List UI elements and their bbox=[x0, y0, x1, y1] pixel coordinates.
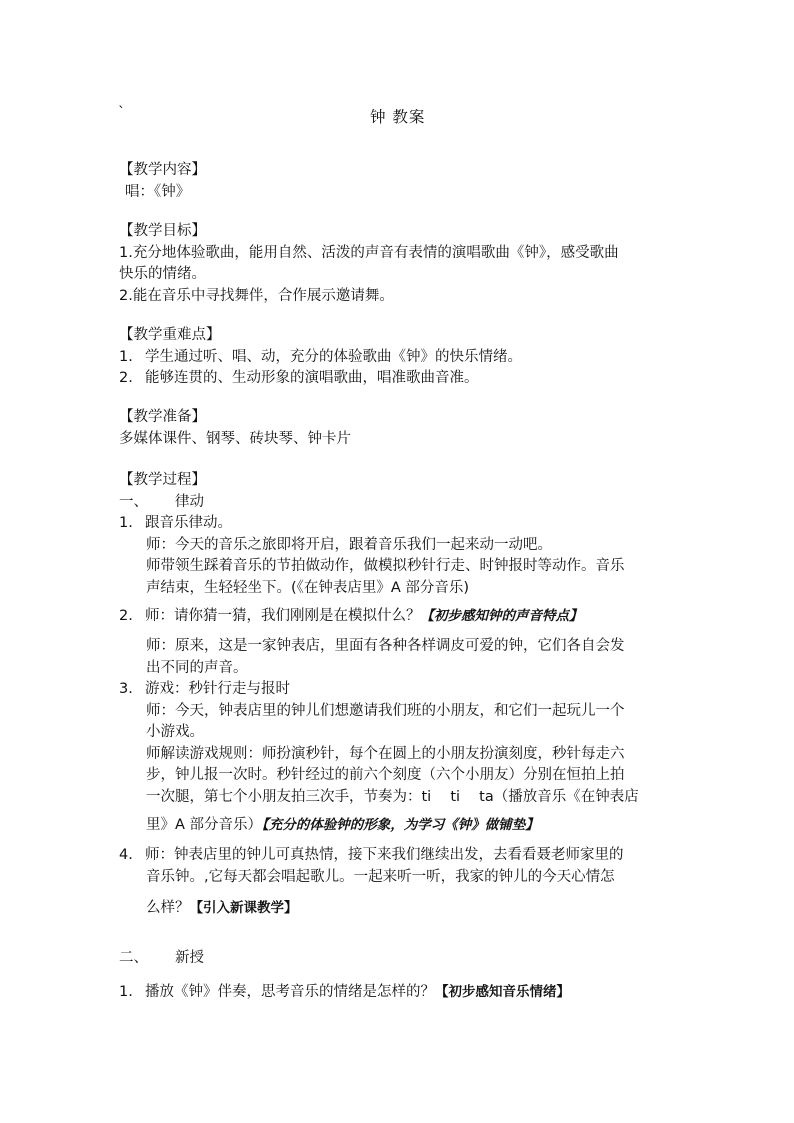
section-1-title: 律动 bbox=[175, 493, 204, 510]
goal-item-1-line-2: 快乐的情绪。 bbox=[119, 266, 206, 282]
s1-item-2-number: 2. bbox=[119, 608, 133, 624]
content-heading: 【教学内容】 bbox=[119, 162, 206, 178]
content-text: 唱：《钟》 bbox=[125, 183, 191, 200]
keypoints-heading: 【教学重难点】 bbox=[119, 327, 221, 343]
s1-item-3-para-2-line-3: 一次腿，第七个小朋友拍三次手，节奏为：ti ti ta（播放音乐《在钟表店 bbox=[146, 788, 639, 805]
s1-item-2-para-line-2: 出不同的声音。 bbox=[146, 659, 248, 676]
s1-item-4-end bbox=[119, 898, 679, 920]
s2-item-1-number: 1. bbox=[119, 984, 133, 1000]
goals-heading: 【教学目标】 bbox=[119, 223, 206, 239]
s1-item-1-para-1: 师：今天的音乐之旅即将开启，跟着音乐我们一起来动一动吧。 bbox=[146, 536, 552, 553]
s1-item-4 bbox=[119, 845, 679, 888]
s1-item-4-line-3: 么样？ bbox=[146, 900, 190, 916]
s1-item-4-note: 【引入新课教学】 bbox=[189, 900, 298, 916]
s1-item-3-title: 游戏：秒针行走与报时 bbox=[145, 681, 290, 697]
prep-text: 多媒体课件、钢琴、砖块琴、钟卡片 bbox=[119, 430, 351, 447]
s1-item-3-note: 【充分的体验钟的形象，为学习《钟》做铺垫】 bbox=[262, 817, 539, 833]
keypoint-1-number: 1. bbox=[119, 348, 133, 365]
s1-item-1-para-2-line-2: 声结束，生轻轻坐下。(《在钟表店里》A 部分音乐) bbox=[146, 579, 470, 596]
keypoint-1-text: 学生通过听、唱、动，充分的体验歌曲《钟》的快乐情绪。 bbox=[145, 348, 522, 365]
goal-item-1-line-1: 1.充分地体验歌曲，能用自然、活泼的声音有表情的演唱歌曲《钟》，感受歌曲 bbox=[119, 244, 619, 261]
prep-heading: 【教学准备】 bbox=[119, 409, 206, 425]
s1-item-1-para-2-line-1: 师带领生踩着音乐的节拍做动作，做模拟秒针行走、时钟报时等动作。音乐 bbox=[146, 558, 625, 574]
section-1-number: 一、 bbox=[119, 493, 148, 510]
s1-item-1-title: 跟音乐律动。 bbox=[145, 515, 232, 531]
s1-item-2-note: 【初步感知钟的声音特点】 bbox=[420, 608, 583, 624]
s1-item-3-para-2-line-1: 师解读游戏规则：师扮演秒针，每个在圆上的小朋友扮演刻度，秒针每走六 bbox=[146, 745, 625, 762]
s1-item-4-line-2: 音乐钟。,它每天都会唱起歌儿。一起来听一听，我家的钟儿的今天心情怎 bbox=[146, 868, 615, 885]
keypoint-2-text: 能够连贯的、生动形象的演唱歌曲，唱准歌曲音准。 bbox=[145, 370, 479, 386]
goal-item-2: 2.能在音乐中寻找舞伴，合作展示邀请舞。 bbox=[119, 287, 394, 304]
s1-item-4-line-1: 师：钟表店里的钟儿可真热情，接下来我们继续出发，去看看聂老师家里的 bbox=[145, 847, 624, 863]
s1-item-3-end bbox=[119, 815, 679, 837]
s2-item-1-note: 【初步感知音乐情绪】 bbox=[435, 984, 570, 1000]
section-2 bbox=[119, 948, 679, 970]
s1-item-3-para-2-line-4: 里》A 部分音乐） bbox=[146, 817, 263, 833]
s1-item-3-para-2-line-2: 步，钟儿报一次时。秒针经过的前六个刻度（六个小朋友）分别在恒拍上拍 bbox=[146, 767, 625, 783]
stray-mark: ` bbox=[118, 105, 125, 121]
section-2-number: 二、 bbox=[119, 950, 148, 966]
s1-item-2-text: 师：请你猜一猜，我们刚刚是在模拟什么？ bbox=[145, 608, 421, 624]
section-content bbox=[119, 160, 679, 203]
s2-item-1-text: 播放《钟》伴奏，思考音乐的情绪是怎样的？ bbox=[145, 984, 435, 1000]
s1-item-1-number: 1. bbox=[119, 515, 133, 531]
process-heading: 【教学过程】 bbox=[119, 472, 206, 488]
s1-item-4-number: 4. bbox=[119, 847, 133, 863]
section-goals bbox=[119, 221, 679, 307]
s1-item-3-para-1-line-1: 师：今天，钟表店里的钟儿们想邀请我们班的小朋友，和它们一起玩儿一个 bbox=[146, 702, 625, 719]
page-title: 钟 教案 bbox=[370, 108, 426, 126]
keypoint-2-number: 2. bbox=[119, 370, 133, 386]
s1-item-2 bbox=[119, 606, 679, 628]
s1-item-3-para-1-line-2: 小游戏。 bbox=[146, 724, 204, 740]
section-2-title: 新授 bbox=[175, 950, 204, 966]
section-keypoints bbox=[119, 325, 679, 390]
s1-item-2-explain bbox=[119, 636, 679, 808]
s2-item-1 bbox=[119, 982, 679, 1004]
s1-item-2-para-line-1: 师：原来，这是一家钟表店，里面有各种各样调皮可爱的钟，它们各自会发 bbox=[146, 638, 625, 654]
section-process bbox=[119, 470, 679, 599]
section-prep bbox=[119, 407, 679, 450]
s1-item-3-number: 3. bbox=[119, 681, 133, 697]
